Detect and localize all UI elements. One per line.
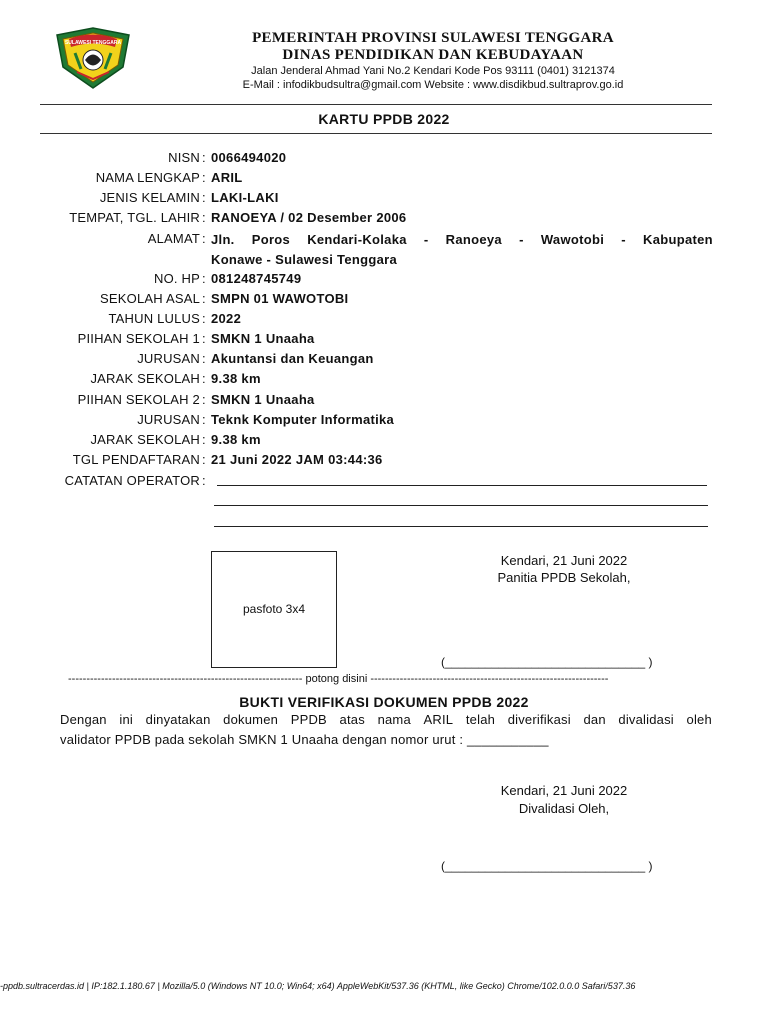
alamat-line-2: Konawe - Sulawesi Tenggara <box>211 252 397 267</box>
photo-label: pasfoto 3x4 <box>242 602 306 616</box>
field-value: SMPN 01 WAWOTOBI <box>211 291 349 306</box>
para-word: ini <box>119 712 133 727</box>
header-contact: E-Mail : infodikbudsultra@gmail.com Website : www.disdikbud.sultraprov.go.id <box>242 79 624 91</box>
field-value: 0066494020 <box>211 150 287 165</box>
para-word: atas <box>339 712 365 727</box>
para-word: nama <box>377 712 411 727</box>
para-word: dan <box>583 712 606 727</box>
alamat-word: Poros <box>251 232 291 247</box>
field-label: JARAK SEKOLAH <box>90 432 200 447</box>
field-label: CATATAN OPERATOR <box>64 473 200 488</box>
field-colon: : <box>202 392 206 407</box>
field-tgl-pendaftaran <box>0 452 768 472</box>
card-sign-role: Panitia PPDB Sekolah, <box>497 570 631 585</box>
government-logo <box>55 27 131 89</box>
alamat-word: Wawotobi <box>540 232 605 247</box>
alamat-word: Kabupaten <box>643 232 713 247</box>
field-tempat-tgl-lahir <box>0 210 768 230</box>
bukti-title: BUKTI VERIFIKASI DOKUMEN PPDB 2022 <box>239 694 529 710</box>
bukti-line-1 <box>60 710 712 730</box>
field-colon: : <box>202 412 206 427</box>
catatan-line-1 <box>217 485 707 486</box>
field-value: 9.38 km <box>211 371 261 386</box>
field-jarak-sekolah-2 <box>0 432 768 452</box>
para-word: diverifikasi <box>507 712 571 727</box>
alamat-word: - <box>621 232 626 247</box>
field-value: SMKN 1 Unaaha <box>211 331 315 346</box>
catatan-line-3 <box>214 526 708 527</box>
field-label: PIIHAN SEKOLAH 2 <box>77 392 200 407</box>
para-word: telah <box>465 712 496 727</box>
bukti-sign-place-date: Kendari, 21 Juni 2022 <box>500 783 628 798</box>
field-jurusan-2 <box>0 412 768 432</box>
bukti-signature-line: (______________________________ ) <box>441 859 653 873</box>
field-label: TAHUN LULUS <box>108 311 200 326</box>
field-colon: : <box>202 371 206 386</box>
field-label: JENIS KELAMIN <box>99 190 200 205</box>
field-nisn <box>0 150 768 170</box>
para-word: divalidasi <box>618 712 674 727</box>
field-colon: : <box>202 452 206 467</box>
field-label: PIIHAN SEKOLAH 1 <box>77 331 200 346</box>
alamat-word: - <box>519 232 524 247</box>
field-value: SMKN 1 Unaaha <box>211 392 315 407</box>
field-tahun-lulus <box>0 311 768 331</box>
field-value: Teknk Komputer Informatika <box>211 412 395 427</box>
field-value: Akuntansi dan Keuangan <box>211 351 374 366</box>
field-value: ARIL <box>211 170 243 185</box>
para-word: ARIL <box>423 712 454 727</box>
card-signature-line: (______________________________ ) <box>441 655 653 669</box>
field-colon: : <box>202 331 206 346</box>
para-word: PPDB <box>290 712 327 727</box>
header-address: Jalan Jenderal Ahmad Yani No.2 Kendari Kode Pos 93111 (0401) 3121374 <box>251 65 615 77</box>
field-sekolah-asal <box>0 291 768 311</box>
field-value: LAKI-LAKI <box>211 190 279 205</box>
field-value: 081248745749 <box>211 271 302 286</box>
field-jarak-sekolah-1 <box>0 371 768 391</box>
field-colon: : <box>202 311 206 326</box>
bukti-paragraph <box>60 710 712 750</box>
field-catatan-operator <box>0 473 768 493</box>
field-colon: : <box>202 231 206 246</box>
field-value: 21 Juni 2022 JAM 03:44:36 <box>211 452 383 467</box>
field-value: 9.38 km <box>211 432 261 447</box>
bukti-sign-role: Divalidasi Oleh, <box>518 801 610 816</box>
field-colon: : <box>202 473 206 488</box>
header-province: PEMERINTAH PROVINSI SULAWESI TENGGARA <box>252 30 614 46</box>
para-word: dokumen <box>223 712 279 727</box>
field-label: NAMA LENGKAP <box>95 170 200 185</box>
alamat-word: Ranoeya <box>445 232 502 247</box>
field-label: TEMPAT, TGL. LAHIR <box>69 210 200 225</box>
field-alamat-value <box>211 230 713 270</box>
field-colon: : <box>202 291 206 306</box>
field-no-hp <box>0 271 768 291</box>
field-value: RANOEYA / 02 Desember 2006 <box>211 210 407 225</box>
field-colon: : <box>202 432 206 447</box>
field-colon: : <box>202 210 206 225</box>
alamat-word: Kendari-Kolaka <box>307 232 407 247</box>
field-label: TGL PENDAFTARAN <box>72 452 200 467</box>
logo-text: SULAWESI TENGGARA <box>64 40 122 46</box>
field-label: JURUSAN <box>137 351 200 366</box>
field-label: ALAMAT <box>147 231 200 246</box>
para-word: Dengan <box>60 712 107 727</box>
field-colon: : <box>202 271 206 286</box>
field-colon: : <box>202 351 206 366</box>
field-pilihan-sekolah-2 <box>0 392 768 412</box>
para-word: dinyatakan <box>145 712 211 727</box>
card-sign-place-date: Kendari, 21 Juni 2022 <box>500 553 628 568</box>
header-divider <box>40 104 712 105</box>
field-jenis-kelamin <box>0 190 768 210</box>
header-department: DINAS PENDIDIKAN DAN KEBUDAYAAN <box>282 47 584 63</box>
card-title: KARTU PPDB 2022 <box>318 111 450 127</box>
field-label: NISN <box>168 150 200 165</box>
field-pilihan-sekolah-1 <box>0 331 768 351</box>
field-colon: : <box>202 150 206 165</box>
field-nama-lengkap <box>0 170 768 190</box>
field-jurusan-1 <box>0 351 768 371</box>
field-colon: : <box>202 190 206 205</box>
alamat-word: Jln. <box>211 232 235 247</box>
field-label: SEKOLAH ASAL <box>100 291 200 306</box>
field-label: JARAK SEKOLAH <box>90 371 200 386</box>
title-divider <box>40 133 712 134</box>
alamat-word: - <box>423 232 429 247</box>
photo-box <box>211 551 337 668</box>
cut-line: ---------------------------------------------------------------- potong disini ----------------------------------------------------------------- <box>68 673 609 685</box>
alamat-line-1 <box>211 230 713 250</box>
catatan-line-2 <box>214 505 708 506</box>
field-label: JURUSAN <box>137 412 200 427</box>
para-word: oleh <box>686 712 712 727</box>
field-label: NO. HP <box>154 271 200 286</box>
bukti-line-2: validator PPDB pada sekolah SMKN 1 Unaaha dengan nomor urut : ___________ <box>60 732 549 747</box>
print-footer: -ppdb.sultracerdas.id | IP:182.1.180.67 | Mozilla/5.0 (Windows NT 10.0; Win64; x64) AppleWebKit/537.36 (KHTML, like Gecko) Chrome/102.0.0.0 Safari/537.36 <box>0 981 636 991</box>
field-colon: : <box>202 170 206 185</box>
field-value: 2022 <box>211 311 242 326</box>
